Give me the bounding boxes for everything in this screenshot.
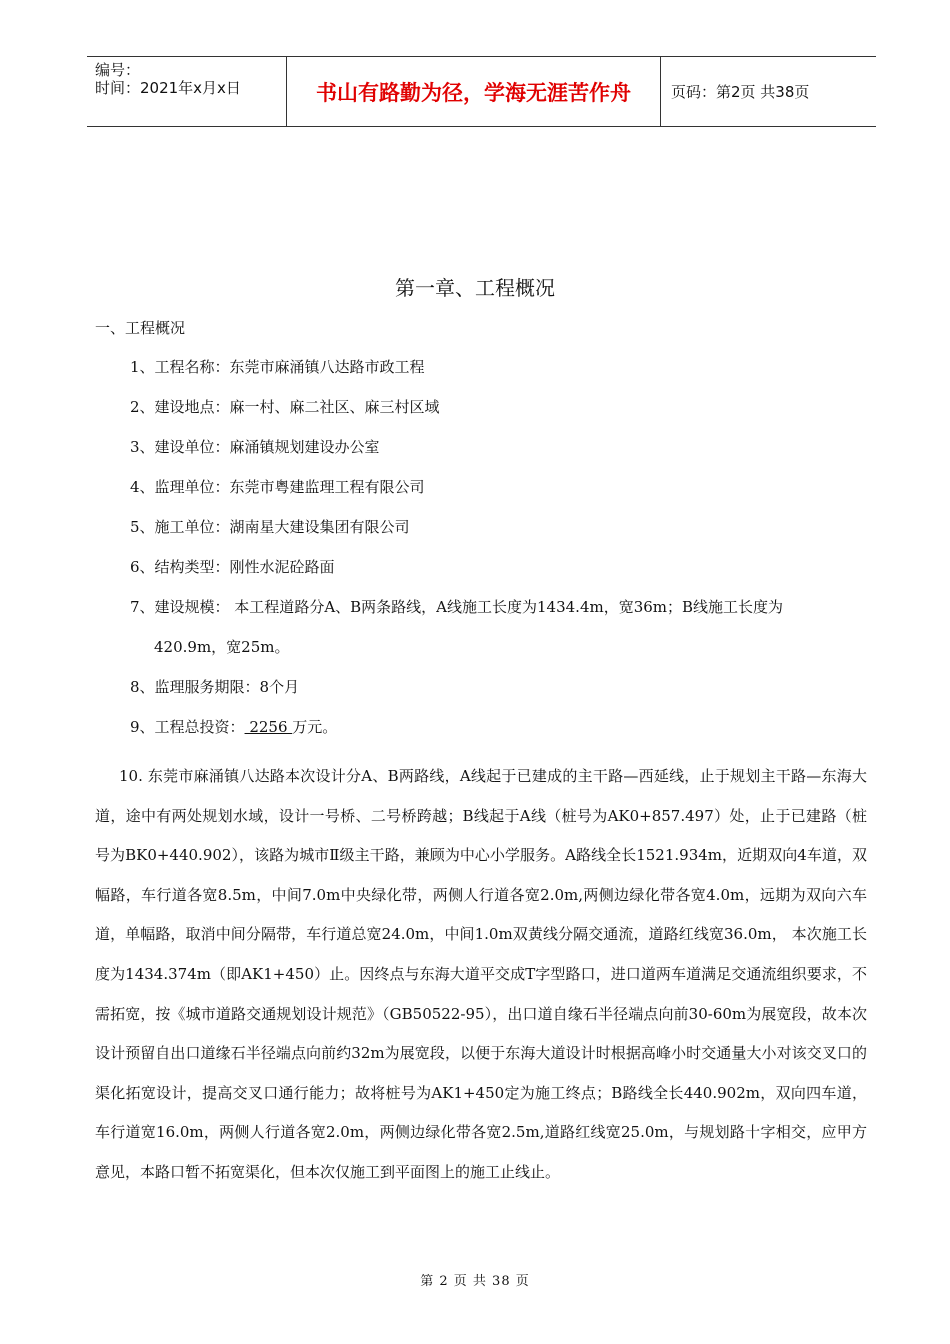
header-meta [87,57,287,126]
investment-unit: 万元。 [292,718,338,736]
chapter-title: 第一章、工程概况 [395,276,555,300]
list-item-period: 8、监理服务期限：8个月 [130,678,300,696]
list-item: 6、结构类型：刚性水泥砼路面 [130,558,335,576]
scale-line-1: 7、建设规模： 本工程道路分A、B两条路线，A线施工长度为1434.4m，宽36m；B线施工长度为 [130,598,784,616]
list-item-investment [130,717,870,757]
list-item: 3、建设单位：麻涌镇规划建设办公室 [130,438,380,456]
code-label: 编号： [95,61,141,79]
list-item: 5、施工单位：湖南星大建设集团有限公司 [130,518,410,536]
list-item: 1、工程名称：东莞市麻涌镇八达路市政工程 [130,358,425,376]
header-slogan: 书山有路勤为径，学海无涯苦作舟 [287,57,661,126]
list-item: 4、监理单位：东莞市粤建监理工程有限公司 [130,478,425,496]
page-footer: 第 2 页 共 38 页 [420,1274,530,1289]
date-label: 时间：2021年x月x日 [95,79,241,97]
section-heading: 一、工程概况 [95,319,186,337]
project-description: 10. 东莞市麻涌镇八达路本次设计分A、B两路线，A线起于已建成的主干路—西延线，止于规划主干路—东海大道，途中有两处规划水域，设计一号桥、二号桥跨越；B线起于A线（桩号为AK0+857.497）处，止于已建路（桩号为BK0+440.902），该路为城市Ⅱ级主干路，兼顾为中心小学服务。A路线全长1521.934m，近期双向4车道，双幅路，车行道各宽8.5m，中间7.0m中央绿化带，两侧人行道各宽2.0m,两侧边绿化带各宽4.0m，远期为双向六车道，单幅路，取消中间分隔带，车行道总宽24.0m，中间1.0m双黄线分隔交通流，道路红线宽36.0m， 本次施工长度为1434.374m（即AK1+450）止。因终点与东海大道平交成T字型路口，进口道两车道满足交通流组织要求，不需拓宽，按《城市道路交通规划设计规范》（GB50522-95），出口道自缘石半径端点向前30-60m为展宽段，故本次设计预留自出口道缘石半径端点向前约32m为展宽段，以便于东海大道设计时根据高峰小时交通量大小对该交叉口的渠化拓宽设计，提高交叉口通行能力；故将桩号为AK1+450定为施工终点；B路线全长440.902m，双向四车道，车行道宽16.0m，两侧人行道各宽2.0m，两侧边绿化带各宽2.5m,道路红线宽25.0m，与规划路十字相交，应甲方意见，本路口暂不拓宽渠化，但本次仅施工到平面图上的施工止线止。 [95,767,867,1181]
page-header [87,56,876,127]
scale-line-2: 420.9m，宽25m。 [154,638,290,656]
investment-value: 2256 [244,718,293,736]
overview-list [130,357,870,757]
list-item-scale [130,597,870,657]
header-page-info: 页码：第2页 共38页 [671,83,810,101]
investment-label: 9、工程总投资： [130,718,245,736]
list-item: 2、建设地点：麻一村、麻二社区、麻三村区域 [130,398,440,416]
